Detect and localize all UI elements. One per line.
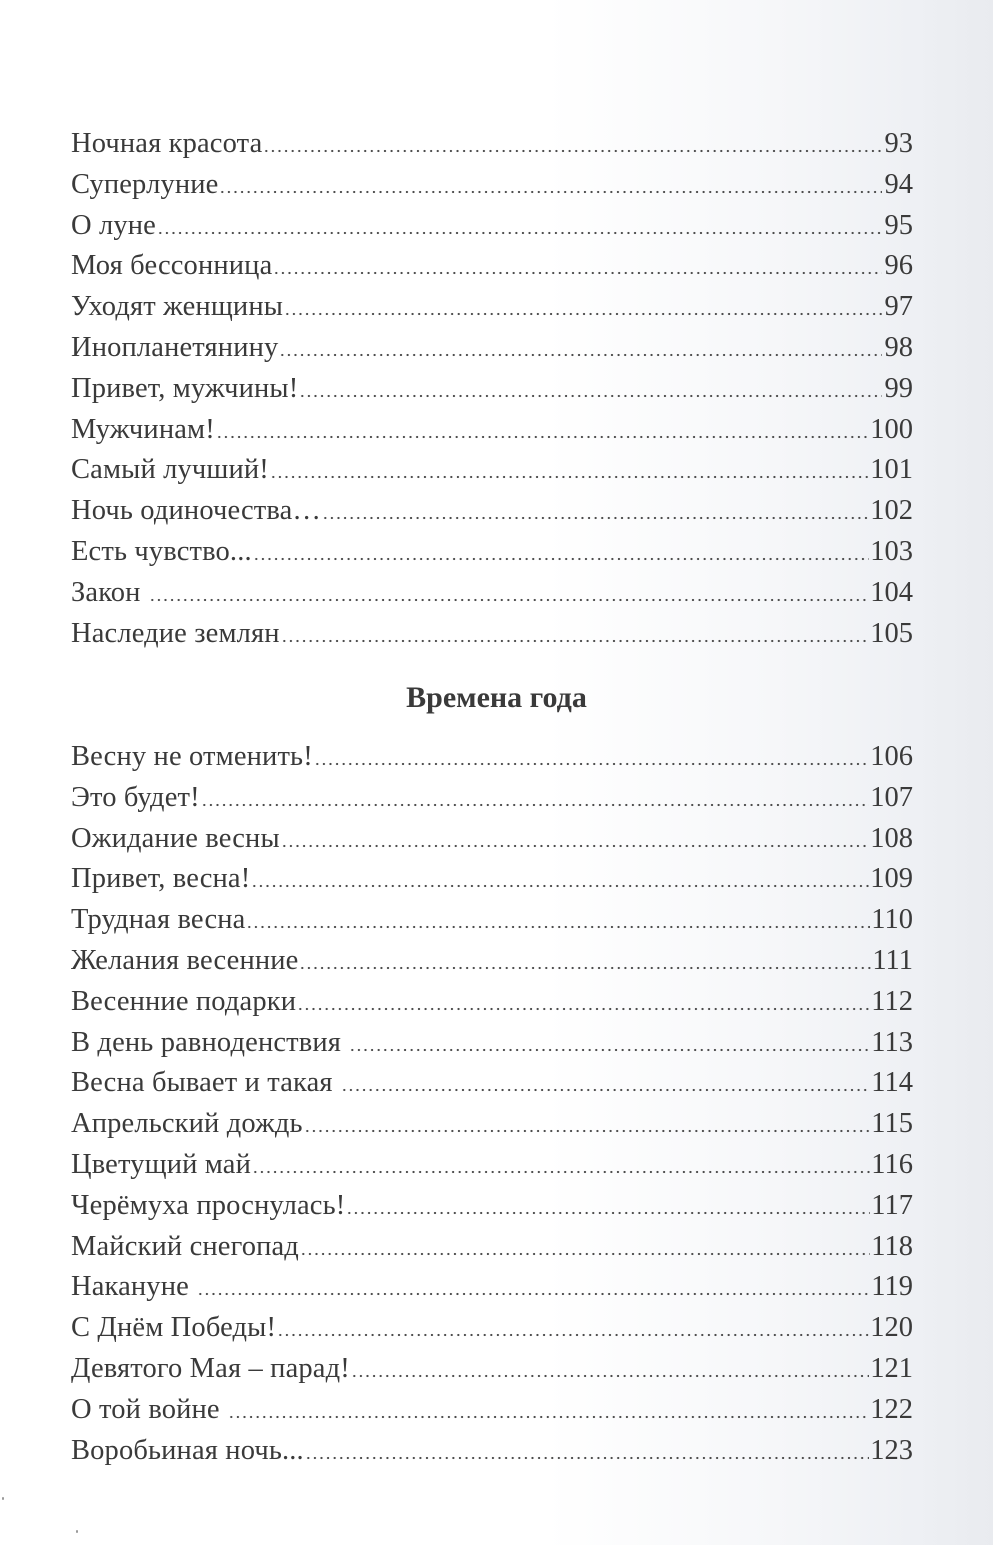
toc-entry[interactable] <box>71 1063 913 1104</box>
toc-section-1 <box>71 124 913 654</box>
toc-entry[interactable] <box>71 246 913 287</box>
toc-entry-page: 110 <box>871 904 913 936</box>
toc-entry-page: 94 <box>884 168 913 200</box>
dot-leader <box>252 1170 870 1174</box>
scan-speck <box>2 1497 4 1500</box>
dot-leader <box>279 353 882 357</box>
dot-leader <box>270 475 869 479</box>
toc-entry-page: 113 <box>871 1026 913 1058</box>
scan-speck <box>76 1530 78 1533</box>
dot-leader <box>157 231 882 235</box>
toc-entry-title: Привет, весна! <box>71 863 251 895</box>
dot-leader <box>197 1292 870 1296</box>
dot-leader <box>201 803 870 807</box>
toc-entry[interactable] <box>71 982 913 1023</box>
toc-entry[interactable] <box>71 941 913 982</box>
toc-entry-page: 119 <box>871 1271 913 1303</box>
toc-entry-page: 107 <box>870 781 913 813</box>
toc-entry-page: 101 <box>870 454 913 486</box>
toc-entry-title: Воробьиная ночь... <box>71 1434 304 1466</box>
dot-leader <box>253 557 869 561</box>
toc-entry[interactable] <box>71 532 913 573</box>
toc-entry-page: 96 <box>884 250 913 282</box>
dot-leader <box>251 884 869 888</box>
toc-entry-title: Наследие землян <box>71 617 280 649</box>
toc-entry[interactable] <box>71 491 913 532</box>
toc-entry[interactable] <box>71 124 913 165</box>
dot-leader <box>300 1252 870 1256</box>
dot-leader <box>216 435 869 439</box>
dot-leader <box>299 966 871 970</box>
toc-entry-page: 98 <box>884 331 913 363</box>
toc-entry-page: 122 <box>870 1393 913 1425</box>
toc-entry[interactable] <box>71 573 913 614</box>
toc-entry-title: Апрельский дождь <box>71 1108 303 1140</box>
toc-entry-page: 99 <box>884 372 913 404</box>
dot-leader <box>263 149 882 153</box>
toc-section-2 <box>71 737 913 1471</box>
toc-entry-page: 103 <box>870 535 913 567</box>
toc-entry[interactable] <box>71 1023 913 1064</box>
toc-entry-page: 121 <box>870 1352 913 1384</box>
toc-entry[interactable] <box>71 410 913 451</box>
toc-entry[interactable] <box>71 1145 913 1186</box>
toc-entry-title: Это будет! <box>71 781 200 813</box>
toc-entry[interactable] <box>71 1349 913 1390</box>
toc-entry-title: В день равноденствия <box>71 1026 349 1058</box>
dot-leader <box>149 598 869 602</box>
toc-entry-title: Мужчинам! <box>71 413 215 445</box>
toc-entry-page: 112 <box>871 985 913 1017</box>
toc-entry-title: Суперлуние <box>71 168 219 200</box>
toc-entry[interactable] <box>71 737 913 778</box>
dot-leader <box>346 1211 870 1215</box>
dot-leader <box>246 925 870 929</box>
dot-leader <box>297 1007 870 1011</box>
dot-leader <box>281 844 869 848</box>
toc-entry-page: 111 <box>872 944 913 976</box>
toc-entry-title: Уходят женщины <box>71 291 284 323</box>
toc-entry-title: Инопланетянину <box>71 331 279 363</box>
dot-leader <box>322 516 869 520</box>
toc-entry-title: Весну не отменить! <box>71 741 313 772</box>
toc-entry-title: Моя бессонница <box>71 250 273 282</box>
dot-leader <box>273 271 882 275</box>
toc-entry[interactable] <box>71 614 913 655</box>
toc-entry-page: 114 <box>871 1067 913 1099</box>
dot-leader <box>219 190 882 194</box>
toc-entry[interactable] <box>71 1431 913 1472</box>
toc-entry-page: 115 <box>871 1108 913 1140</box>
dot-leader <box>284 312 882 316</box>
toc-entry[interactable] <box>71 859 913 900</box>
toc-entry[interactable] <box>71 819 913 860</box>
toc-entry-page: 104 <box>870 576 913 608</box>
toc-entry-title: Ночная красота <box>71 128 263 159</box>
toc-entry-page: 116 <box>871 1148 913 1180</box>
toc-entry-title: Цветущий май <box>71 1148 251 1180</box>
dot-leader <box>304 1129 871 1133</box>
toc-entry-page: 100 <box>870 413 913 445</box>
toc-entry[interactable] <box>71 450 913 491</box>
dot-leader <box>299 394 882 398</box>
toc-entry-page: 102 <box>870 495 913 527</box>
toc-entry-title: Черёмуха проснулась! <box>71 1189 346 1221</box>
toc-entry-title: Трудная весна <box>71 904 246 936</box>
dot-leader <box>281 639 870 643</box>
toc-entry-title: Весенние подарки <box>71 985 297 1017</box>
toc-entry-title: Девятого Мая – парад! <box>71 1352 350 1384</box>
toc-entry-title: Ночь одиночества… <box>71 495 322 527</box>
dot-leader <box>351 1374 869 1378</box>
toc-entry[interactable] <box>71 328 913 369</box>
toc-entry[interactable] <box>71 778 913 819</box>
toc-entry[interactable] <box>71 165 913 206</box>
dot-leader <box>341 1088 870 1092</box>
toc-entry-title: Майский снегопад <box>71 1230 299 1262</box>
toc-entry-title: Самый лучший! <box>71 454 269 486</box>
toc-entry-page: 117 <box>871 1189 913 1221</box>
toc-entry-page: 106 <box>870 741 913 772</box>
toc-entry-page: 118 <box>871 1230 913 1262</box>
toc-entry-title: Закон <box>71 576 148 608</box>
toc-entry[interactable] <box>71 1186 913 1227</box>
dot-leader <box>349 1048 870 1052</box>
toc-entry[interactable] <box>71 287 913 328</box>
section-heading: Времена года <box>406 681 587 714</box>
toc-entry-page: 109 <box>870 863 913 895</box>
toc-entry[interactable] <box>71 1227 913 1268</box>
toc-entry[interactable] <box>71 206 913 247</box>
dot-leader <box>228 1415 869 1419</box>
toc-entry-title: Весна бывает и такая <box>71 1067 340 1099</box>
toc-entry-title: О той войне <box>71 1393 228 1425</box>
toc-entry-title: Ожидание весны <box>71 822 280 854</box>
toc-entry-page: 108 <box>870 822 913 854</box>
toc-entry-title: Желания весенние <box>71 944 299 976</box>
toc-entry-title: О луне <box>71 209 156 241</box>
toc-entry-page: 120 <box>870 1312 913 1344</box>
toc-entry[interactable] <box>71 1390 913 1431</box>
toc-entry-page: 105 <box>870 617 913 649</box>
dot-leader <box>314 762 869 766</box>
toc-entry[interactable] <box>71 1308 913 1349</box>
toc-entry[interactable] <box>71 900 913 941</box>
dot-leader <box>305 1456 869 1460</box>
toc-entry-title: Привет, мужчины! <box>71 372 299 404</box>
toc-entry-title: Есть чувство... <box>71 535 252 567</box>
toc-entry[interactable] <box>71 369 913 410</box>
toc-entry-page: 93 <box>884 128 913 159</box>
toc-entry-page: 123 <box>870 1434 913 1466</box>
dot-leader <box>277 1333 869 1337</box>
toc-entry-title: Накануне <box>71 1271 197 1303</box>
toc-entry-page: 95 <box>884 209 913 241</box>
toc-entry-title: С Днём Победы! <box>71 1312 277 1344</box>
toc-entry-page: 97 <box>884 291 913 323</box>
toc-entry[interactable] <box>71 1104 913 1145</box>
toc-entry[interactable] <box>71 1267 913 1308</box>
